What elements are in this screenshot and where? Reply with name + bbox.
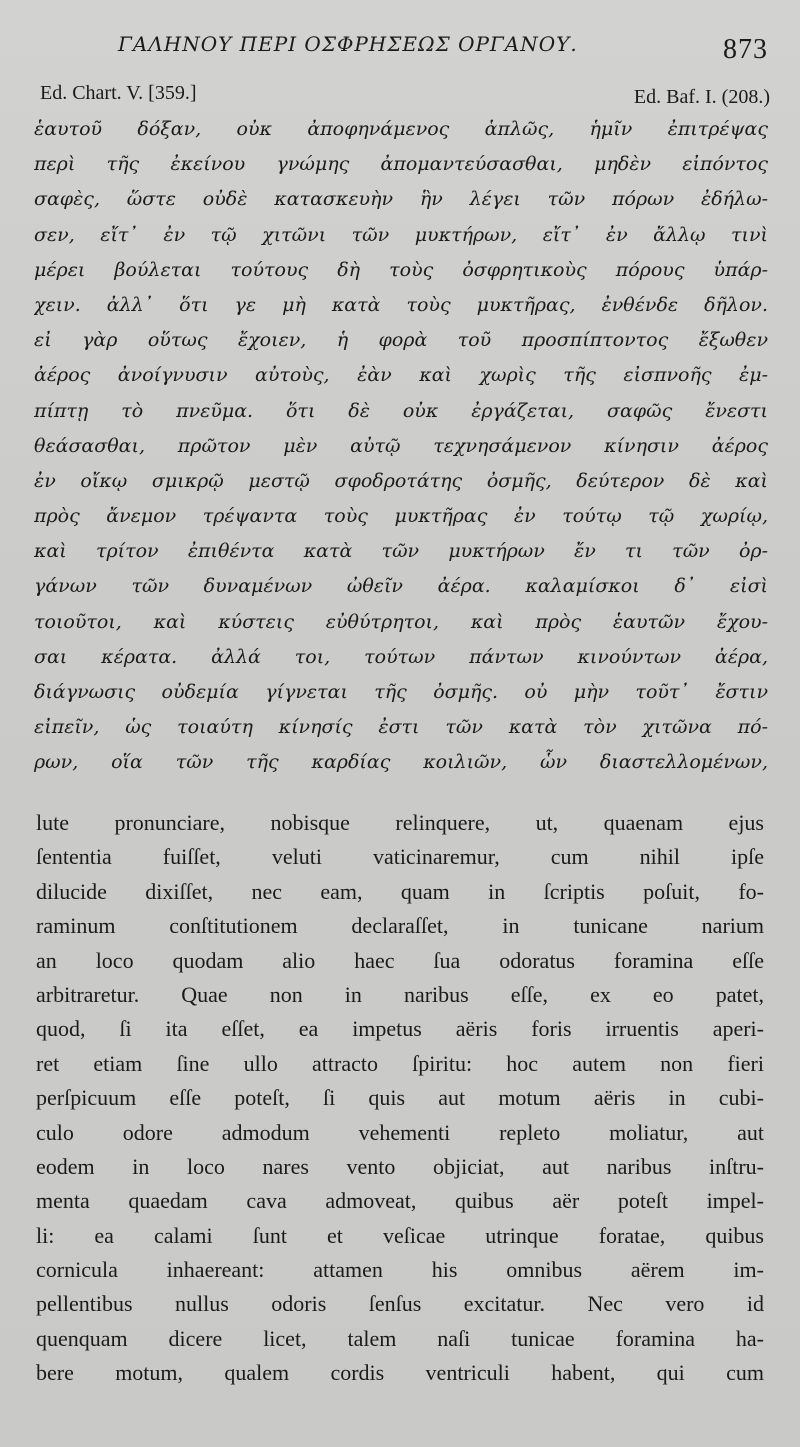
greek-line: καὶ τρίτον ἐπιθέντα κατὰ τῶν μυκτήρων ἔν τι τῶν ὀρ- xyxy=(34,540,768,563)
latin-line: an loco quodam alio haec ſua odoratus foramina eſſe xyxy=(36,947,764,973)
greek-line: σεν, εἴτ᾿ ἐν τῷ χιτῶνι τῶν μυκτήρων, εἴτ᾿ ἐν ἄλλῳ τινὶ xyxy=(34,223,768,246)
latin-line: pellentibus nullus odoris ſenſus excitatur. Nec vero id xyxy=(36,1291,764,1317)
latin-line: perſpicuum eſſe poteſt, ſi quis aut motum aëris in cubi- xyxy=(36,1085,764,1111)
latin-line: eodem in loco nares vento objiciat, aut naribus inſtru- xyxy=(36,1153,764,1179)
latin-line: raminum conſtitutionem declaraſſet, in tunicane narium xyxy=(36,913,764,939)
running-title: ΓΑΛΗΝΟΥ ΠΕΡΙ ΟΣΦΡΗΣΕΩΣ ΟΡΓΑΝΟΥ. xyxy=(118,32,578,56)
greek-line: εἰ γὰρ οὕτως ἔχοιεν, ἡ φορὰ τοῦ προσπίπτοντος ἔξωθεν xyxy=(34,329,768,352)
greek-line: γάνων τῶν δυναμένων ὠθεῖν ἀέρα. καλαμίσκοι δ᾿ εἰσὶ xyxy=(34,575,768,598)
latin-line: dilucide dixiſſet, nec eam, quam in ſcriptis poſuit, fo- xyxy=(36,878,764,904)
latin-line: cornicula inhaereant: attamen his omnibus aërem im- xyxy=(36,1257,764,1283)
edition-reference-left: Ed. Chart. V. [359.] xyxy=(40,82,197,104)
greek-line: σαφὲς, ὥστε οὐδὲ κατασκευὴν ἣν λέγει τῶν πόρων ἐδήλω- xyxy=(34,188,768,211)
latin-line: ſententia fuiſſet, veluti vaticinaremur, cum nihil ipſe xyxy=(36,844,764,870)
greek-line: διάγνωσις οὐδεμία γίγνεται τῆς ὀσμῆς. οὐ μὴν τοῦτ᾿ ἔστιν xyxy=(34,681,768,703)
greek-line: μέρει βούλεται τούτους δὴ τοὺς ὀσφρητικοὺς πόρους ὑπάρ- xyxy=(34,258,768,281)
edition-reference-right: Ed. Baf. I. (208.) xyxy=(633,86,770,108)
greek-line: εἰπεῖν, ὡς τοιαύτη κίνησίς ἐστι τῶν κατὰ τὸν χιτῶνα πό- xyxy=(34,716,768,739)
latin-line: bere motum, qualem cordis ventriculi habent, qui cum xyxy=(36,1360,764,1386)
greek-line: πίπτῃ τὸ πνεῦμα. ὅτι δὲ οὐκ ἐργάζεται, σαφῶς ἔνεστι xyxy=(34,399,768,422)
greek-line: ἐν οἴκῳ σμικρῷ μεστῷ σφοδροτάτης ὀσμῆς, δεύτερον δὲ καὶ xyxy=(34,469,768,492)
greek-line: ρων, οἵα τῶν τῆς καρδίας κοιλιῶν, ὧν διαστελλομένων, xyxy=(34,751,768,774)
greek-line: χειν. ἀλλ᾿ ὅτι γε μὴ κατὰ τοὺς μυκτῆρας, ἐνθένδε δῆλον. xyxy=(34,293,768,316)
latin-text-block xyxy=(36,806,764,1391)
greek-text-block xyxy=(34,112,768,781)
latin-line: menta quaedam cava admoveat, quibus aër poteſt impel- xyxy=(36,1188,764,1214)
latin-line: ret etiam ſine ullo attracto ſpiritu: hoc autem non fieri xyxy=(36,1050,764,1076)
latin-line: culo odore admodum vehementi repleto moliatur, aut xyxy=(36,1119,764,1145)
page-number: 873 xyxy=(723,34,768,65)
latin-line: lute pronunciare, nobisque relinquere, ut, quaenam ejus xyxy=(36,810,764,835)
latin-line: quenquam dicere licet, talem naſi tunicae foramina ha- xyxy=(36,1325,764,1351)
greek-line: θεάσασθαι, πρῶτον μὲν αὐτῷ τεχνησάμενον κίνησιν ἀέρος xyxy=(34,434,768,457)
greek-line: τοιοῦτοι, καὶ κύστεις εὐθύτρητοι, καὶ πρὸς ἑαυτῶν ἔχου- xyxy=(34,610,768,633)
greek-line: ἀέρος ἀνοίγνυσιν αὐτοὺς, ἐὰν καὶ χωρὶς τῆς εἰσπνοῆς ἐμ- xyxy=(34,364,768,387)
greek-line: σαι κέρατα. ἀλλά τοι, τούτων πάντων κινούντων ἀέρα, xyxy=(34,645,768,668)
greek-line: περὶ τῆς ἐκείνου γνώμης ἀπομαντεύσασθαι, μηδὲν εἰπόντος xyxy=(34,153,768,176)
greek-line: ἑαυτοῦ δόξαν, οὐκ ἀποφηνάμενος ἁπλῶς, ἡμῖν ἐπιτρέψας xyxy=(34,118,768,140)
page-header xyxy=(0,24,800,74)
greek-line: πρὸς ἄνεμον τρέψαντα τοὺς μυκτῆρας ἐν τούτῳ τῷ χωρίῳ, xyxy=(34,505,768,528)
latin-line: arbitraretur. Quae non in naribus eſſe, ex eo patet, xyxy=(36,981,764,1007)
latin-line: li: ea calami ſunt et veſicae utrinque foratae, quibus xyxy=(36,1222,764,1248)
edition-references xyxy=(0,78,800,112)
latin-line: quod, ſi ita eſſet, ea impetus aëris foris irruentis aperi- xyxy=(36,1016,764,1042)
